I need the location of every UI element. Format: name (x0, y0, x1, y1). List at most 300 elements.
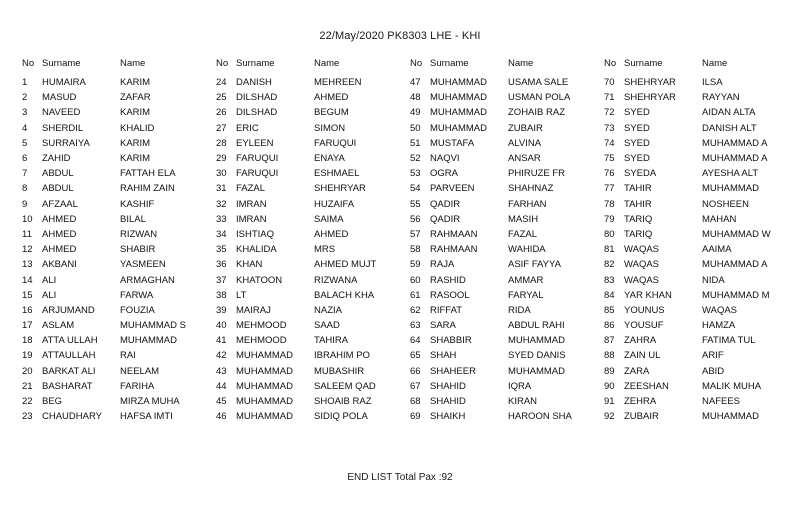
cell-name: AHMED (314, 92, 349, 104)
table-row (410, 394, 600, 409)
cell-no: 47 (410, 77, 421, 89)
table-header-row (410, 58, 600, 75)
cell-surname: ASLAM (42, 320, 75, 332)
table-row (22, 166, 212, 181)
table-row (604, 90, 794, 105)
table-row (604, 121, 794, 136)
cell-surname: ALI (42, 289, 57, 301)
cell-no: 87 (604, 335, 615, 347)
cell-surname: YOUNUS (624, 304, 665, 316)
cell-surname: RAHMAAN (430, 244, 478, 256)
table-row (22, 272, 212, 287)
cell-no: 13 (22, 259, 33, 271)
cell-name: IBRAHIM PO (314, 350, 370, 362)
cell-surname: DILSHAD (236, 92, 278, 104)
cell-no: 59 (410, 259, 421, 271)
cell-name: KARIM (120, 107, 151, 119)
cell-surname: ATTA ULLAH (42, 335, 98, 347)
cell-no: 80 (604, 228, 615, 240)
table-row (22, 151, 212, 166)
column-header-no: No (604, 58, 617, 69)
table-row (410, 212, 600, 227)
cell-no: 15 (22, 289, 33, 301)
cell-name: FATIMA TUL (702, 335, 756, 347)
cell-no: 39 (216, 304, 227, 316)
cell-no: 70 (604, 77, 615, 89)
cell-no: 55 (410, 198, 421, 210)
table-row (410, 257, 600, 272)
cell-name: SHABIR (120, 244, 156, 256)
cell-name: SHOAIB RAZ (314, 396, 372, 408)
cell-name: HAROON SHA (508, 411, 572, 423)
table-row (604, 197, 794, 212)
cell-name: MEHREEN (314, 77, 362, 89)
cell-no: 57 (410, 228, 421, 240)
table-row (22, 379, 212, 394)
passenger-columns (0, 42, 800, 424)
cell-name: KASHIF (120, 198, 155, 210)
cell-no: 25 (216, 92, 227, 104)
cell-name: ABID (702, 365, 725, 377)
cell-no: 83 (604, 274, 615, 286)
column-header-no: No (216, 58, 229, 69)
table-header-row (22, 58, 212, 75)
cell-surname: FAZAL (236, 183, 266, 195)
table-row (216, 136, 406, 151)
cell-surname: ERIC (236, 122, 259, 134)
cell-surname: ISHTIAQ (236, 228, 275, 240)
cell-surname: ZAHID (42, 153, 71, 165)
cell-surname: ZARA (624, 365, 650, 377)
cell-name: ARMAGHAN (120, 274, 175, 286)
cell-surname: MUHAMMAD (430, 77, 487, 89)
table-row (22, 409, 212, 424)
passenger-column-1 (22, 58, 216, 424)
table-row (22, 394, 212, 409)
cell-no: 56 (410, 213, 421, 225)
table-row (216, 364, 406, 379)
table-row (604, 212, 794, 227)
cell-name: WAHIDA (508, 244, 546, 256)
cell-surname: NAQVI (430, 153, 460, 165)
table-row (22, 212, 212, 227)
table-row (22, 364, 212, 379)
cell-surname: CHAUDHARY (42, 411, 103, 423)
cell-surname: TARIQ (624, 228, 653, 240)
cell-name: SHEHRYAR (314, 183, 366, 195)
table-row (410, 136, 600, 151)
cell-no: 26 (216, 107, 227, 119)
table-row (604, 288, 794, 303)
cell-name: HAMZA (702, 320, 736, 332)
cell-surname: RAHMAAN (430, 228, 478, 240)
table-row (410, 151, 600, 166)
table-row (216, 151, 406, 166)
cell-name: AYESHA ALT (702, 168, 759, 180)
cell-no: 5 (22, 137, 28, 149)
table-row (216, 318, 406, 333)
table-row (22, 257, 212, 272)
cell-no: 79 (604, 213, 615, 225)
column-header-no: No (410, 58, 423, 69)
cell-name: RAHIM ZAIN (120, 183, 175, 195)
column-header-name: Name (314, 58, 340, 69)
table-row (410, 166, 600, 181)
cell-no: 66 (410, 365, 421, 377)
cell-surname: KHALIDA (236, 244, 277, 256)
table-row (604, 227, 794, 242)
cell-surname: AHMED (42, 213, 77, 225)
cell-name: SAAD (314, 320, 340, 332)
cell-surname: SARA (430, 320, 456, 332)
cell-no: 19 (22, 350, 33, 362)
cell-name: BILAL (120, 213, 146, 225)
cell-surname: LT (236, 289, 247, 301)
cell-surname: SYED (624, 122, 650, 134)
cell-name: DANISH ALT (702, 122, 757, 134)
table-row (216, 121, 406, 136)
cell-name: MUBASHIR (314, 365, 365, 377)
cell-surname: FARUQUI (236, 168, 279, 180)
cell-surname: SHAH (430, 350, 457, 362)
passenger-column-2 (216, 58, 410, 424)
cell-no: 3 (22, 107, 28, 119)
cell-surname: AHMED (42, 228, 77, 240)
cell-no: 53 (410, 168, 421, 180)
cell-surname: MEHMOOD (236, 335, 287, 347)
cell-no: 82 (604, 259, 615, 271)
cell-surname: ZAHRA (624, 335, 657, 347)
cell-no: 85 (604, 304, 615, 316)
table-row (604, 105, 794, 120)
cell-name: FARYAL (508, 289, 544, 301)
cell-name: ASIF FAYYA (508, 259, 561, 271)
cell-no: 88 (604, 350, 615, 362)
cell-name: ANSAR (508, 153, 541, 165)
cell-surname: TARIQ (624, 213, 653, 225)
table-row (216, 105, 406, 120)
table-row (22, 318, 212, 333)
cell-name: MUHAMMAD A (702, 137, 768, 149)
cell-name: NIDA (702, 274, 725, 286)
table-header-row (604, 58, 794, 75)
cell-surname: EYLEEN (236, 137, 274, 149)
cell-name: MUHAMMAD (702, 411, 759, 423)
table-row (216, 197, 406, 212)
cell-surname: ABDUL (42, 183, 74, 195)
cell-name: ALVINA (508, 137, 542, 149)
cell-name: ZAFAR (120, 92, 151, 104)
cell-no: 28 (216, 137, 227, 149)
table-row (410, 227, 600, 242)
cell-surname: WAQAS (624, 274, 660, 286)
cell-surname: MUHAMMAD (236, 365, 293, 377)
table-row (216, 212, 406, 227)
cell-no: 4 (22, 122, 28, 134)
cell-name: AAIMA (702, 244, 732, 256)
cell-name: FARHAN (508, 198, 547, 210)
cell-no: 81 (604, 244, 615, 256)
table-row (216, 409, 406, 424)
cell-surname: SHERDIL (42, 122, 84, 134)
cell-no: 68 (410, 396, 421, 408)
cell-no: 60 (410, 274, 421, 286)
cell-name: BALACH KHA (314, 289, 375, 301)
cell-no: 29 (216, 153, 227, 165)
cell-no: 6 (22, 153, 28, 165)
cell-surname: IMRAN (236, 198, 267, 210)
table-row (410, 288, 600, 303)
cell-name: MUHAMMAD (508, 365, 565, 377)
cell-surname: WAQAS (624, 244, 660, 256)
cell-surname: SHAHEER (430, 365, 476, 377)
cell-surname: BARKAT ALI (42, 365, 96, 377)
column-header-surname: Surname (236, 58, 275, 69)
cell-name: KIRAN (508, 396, 538, 408)
cell-no: 74 (604, 137, 615, 149)
table-row (22, 333, 212, 348)
cell-surname: MEHMOOD (236, 320, 287, 332)
column-header-surname: Surname (624, 58, 663, 69)
cell-name: MUHAMMAD (508, 335, 565, 347)
cell-no: 38 (216, 289, 227, 301)
cell-surname: MAIRAJ (236, 304, 271, 316)
table-row (410, 181, 600, 196)
cell-surname: MASUD (42, 92, 77, 104)
table-row (410, 272, 600, 287)
cell-surname: YOUSUF (624, 320, 664, 332)
cell-no: 9 (22, 198, 28, 210)
cell-name: MUHAMMAD W (702, 228, 771, 240)
cell-no: 44 (216, 380, 227, 392)
cell-no: 41 (216, 335, 227, 347)
cell-no: 11 (22, 228, 32, 240)
cell-surname: ZUBAIR (624, 411, 659, 423)
cell-surname: ARJUMAND (42, 304, 95, 316)
table-row (410, 121, 600, 136)
table-row (604, 242, 794, 257)
cell-surname: RIFFAT (430, 304, 463, 316)
cell-surname: SHABBIR (430, 335, 472, 347)
table-row (410, 409, 600, 424)
table-row (410, 333, 600, 348)
cell-name: AHMED MUJT (314, 259, 377, 271)
cell-no: 31 (216, 183, 227, 195)
cell-surname: TAHIR (624, 183, 652, 195)
cell-no: 7 (22, 168, 28, 180)
cell-surname: BASHARAT (42, 380, 93, 392)
cell-name: KHALID (120, 122, 155, 134)
cell-surname: SYEDA (624, 168, 657, 180)
cell-name: SHAHNAZ (508, 183, 554, 195)
cell-no: 21 (22, 380, 33, 392)
cell-surname: QADIR (430, 198, 461, 210)
cell-no: 34 (216, 228, 227, 240)
cell-surname: SHAHID (430, 396, 466, 408)
cell-no: 48 (410, 92, 421, 104)
cell-no: 16 (22, 304, 33, 316)
cell-surname: FARUQUI (236, 153, 279, 165)
cell-name: MUHAMMAD (120, 335, 177, 347)
cell-surname: SYED (624, 153, 650, 165)
cell-surname: KHAN (236, 259, 263, 271)
cell-name: KARIM (120, 137, 151, 149)
cell-surname: SHAIKH (430, 411, 466, 423)
cell-name: RIZWANA (314, 274, 358, 286)
cell-name: MAHAN (702, 213, 737, 225)
cell-surname: SHEHRYAR (624, 92, 676, 104)
cell-no: 64 (410, 335, 421, 347)
table-row (216, 333, 406, 348)
cell-name: KARIM (120, 77, 151, 89)
cell-name: AHMED (314, 228, 349, 240)
table-row (216, 348, 406, 363)
table-row (216, 379, 406, 394)
cell-name: USAMA SALE (508, 77, 569, 89)
table-row (410, 318, 600, 333)
cell-no: 72 (604, 107, 615, 119)
cell-name: ZUBAIR (508, 122, 543, 134)
table-row (22, 90, 212, 105)
table-row (604, 348, 794, 363)
cell-name: ILSA (702, 77, 723, 89)
cell-name: NAZIA (314, 304, 342, 316)
cell-surname: KHATOON (236, 274, 283, 286)
table-row (216, 257, 406, 272)
table-row (604, 75, 794, 90)
cell-no: 69 (410, 411, 421, 423)
cell-surname: AFZAAL (42, 198, 78, 210)
passenger-table (410, 58, 600, 424)
cell-name: YASMEEN (120, 259, 166, 271)
cell-name: IQRA (508, 380, 532, 392)
cell-surname: DANISH (236, 77, 272, 89)
table-row (216, 303, 406, 318)
cell-no: 14 (22, 274, 33, 286)
table-row (22, 242, 212, 257)
table-row (410, 197, 600, 212)
cell-name: RIZWAN (120, 228, 158, 240)
cell-no: 10 (22, 213, 33, 225)
cell-no: 46 (216, 411, 227, 423)
cell-surname: ZEHRA (624, 396, 657, 408)
cell-surname: TAHIR (624, 198, 652, 210)
cell-no: 49 (410, 107, 421, 119)
cell-no: 89 (604, 365, 615, 377)
cell-no: 51 (410, 137, 421, 149)
cell-no: 77 (604, 183, 615, 195)
cell-surname: MUHAMMAD (430, 92, 487, 104)
cell-name: AIDAN ALTA (702, 107, 756, 119)
cell-no: 92 (604, 411, 615, 423)
cell-name: WAQAS (702, 304, 738, 316)
cell-no: 37 (216, 274, 227, 286)
cell-surname: MUSTAFA (430, 137, 475, 149)
cell-no: 30 (216, 168, 227, 180)
cell-no: 73 (604, 122, 615, 134)
cell-no: 84 (604, 289, 615, 301)
cell-surname: SHAHID (430, 380, 466, 392)
cell-surname: MUHAMMAD (236, 411, 293, 423)
cell-name: RIDA (508, 304, 531, 316)
cell-no: 12 (22, 244, 33, 256)
cell-no: 35 (216, 244, 227, 256)
table-row (410, 379, 600, 394)
cell-name: HUZAIFA (314, 198, 355, 210)
table-row (604, 166, 794, 181)
cell-no: 40 (216, 320, 227, 332)
cell-surname: MUHAMMAD (430, 122, 487, 134)
table-row (604, 257, 794, 272)
cell-surname: RASOOL (430, 289, 470, 301)
cell-surname: YAR KHAN (624, 289, 672, 301)
cell-name: RAI (120, 350, 136, 362)
cell-surname: PARVEEN (430, 183, 475, 195)
cell-name: SIMON (314, 122, 346, 134)
passenger-table (216, 58, 406, 424)
cell-surname: RAJA (430, 259, 455, 271)
cell-name: ESHMAEL (314, 168, 360, 180)
table-row (604, 333, 794, 348)
cell-name: PHIRUZE FR (508, 168, 565, 180)
cell-no: 90 (604, 380, 615, 392)
table-row (216, 75, 406, 90)
cell-name: AMMAR (508, 274, 544, 286)
cell-name: SALEEM QAD (314, 380, 376, 392)
cell-no: 71 (604, 92, 615, 104)
cell-no: 27 (216, 122, 227, 134)
cell-no: 42 (216, 350, 227, 362)
cell-no: 65 (410, 350, 421, 362)
cell-surname: OGRA (430, 168, 458, 180)
cell-name: ARIF (702, 350, 724, 362)
cell-surname: AKBANI (42, 259, 77, 271)
cell-surname: ZEESHAN (624, 380, 669, 392)
table-row (216, 90, 406, 105)
table-row (604, 151, 794, 166)
cell-name: MALIK MUHA (702, 380, 762, 392)
cell-no: 54 (410, 183, 421, 195)
table-row (604, 409, 794, 424)
table-row (22, 121, 212, 136)
cell-name: MRS (314, 244, 336, 256)
table-row (22, 348, 212, 363)
table-row (216, 166, 406, 181)
column-header-name: Name (702, 58, 728, 69)
cell-surname: SYED (624, 137, 650, 149)
cell-name: ABDUL RAHI (508, 320, 565, 332)
cell-surname: BEG (42, 396, 63, 408)
cell-no: 23 (22, 411, 33, 423)
column-header-name: Name (508, 58, 534, 69)
column-header-surname: Surname (430, 58, 469, 69)
cell-surname: SYED (624, 107, 650, 119)
cell-no: 2 (22, 92, 28, 104)
cell-no: 33 (216, 213, 227, 225)
table-row (22, 181, 212, 196)
column-header-no: No (22, 58, 35, 69)
cell-no: 24 (216, 77, 227, 89)
cell-name: FARUQUI (314, 137, 357, 149)
total-pax-footer: END LIST Total Pax :92 (347, 472, 453, 483)
page-title: 22/May/2020 PK8303 LHE - KHI (319, 30, 481, 42)
cell-surname: MUHAMMAD (236, 380, 293, 392)
table-row (22, 136, 212, 151)
cell-surname: AHMED (42, 244, 77, 256)
table-header-row (216, 58, 406, 75)
cell-no: 63 (410, 320, 421, 332)
cell-no: 50 (410, 122, 421, 134)
